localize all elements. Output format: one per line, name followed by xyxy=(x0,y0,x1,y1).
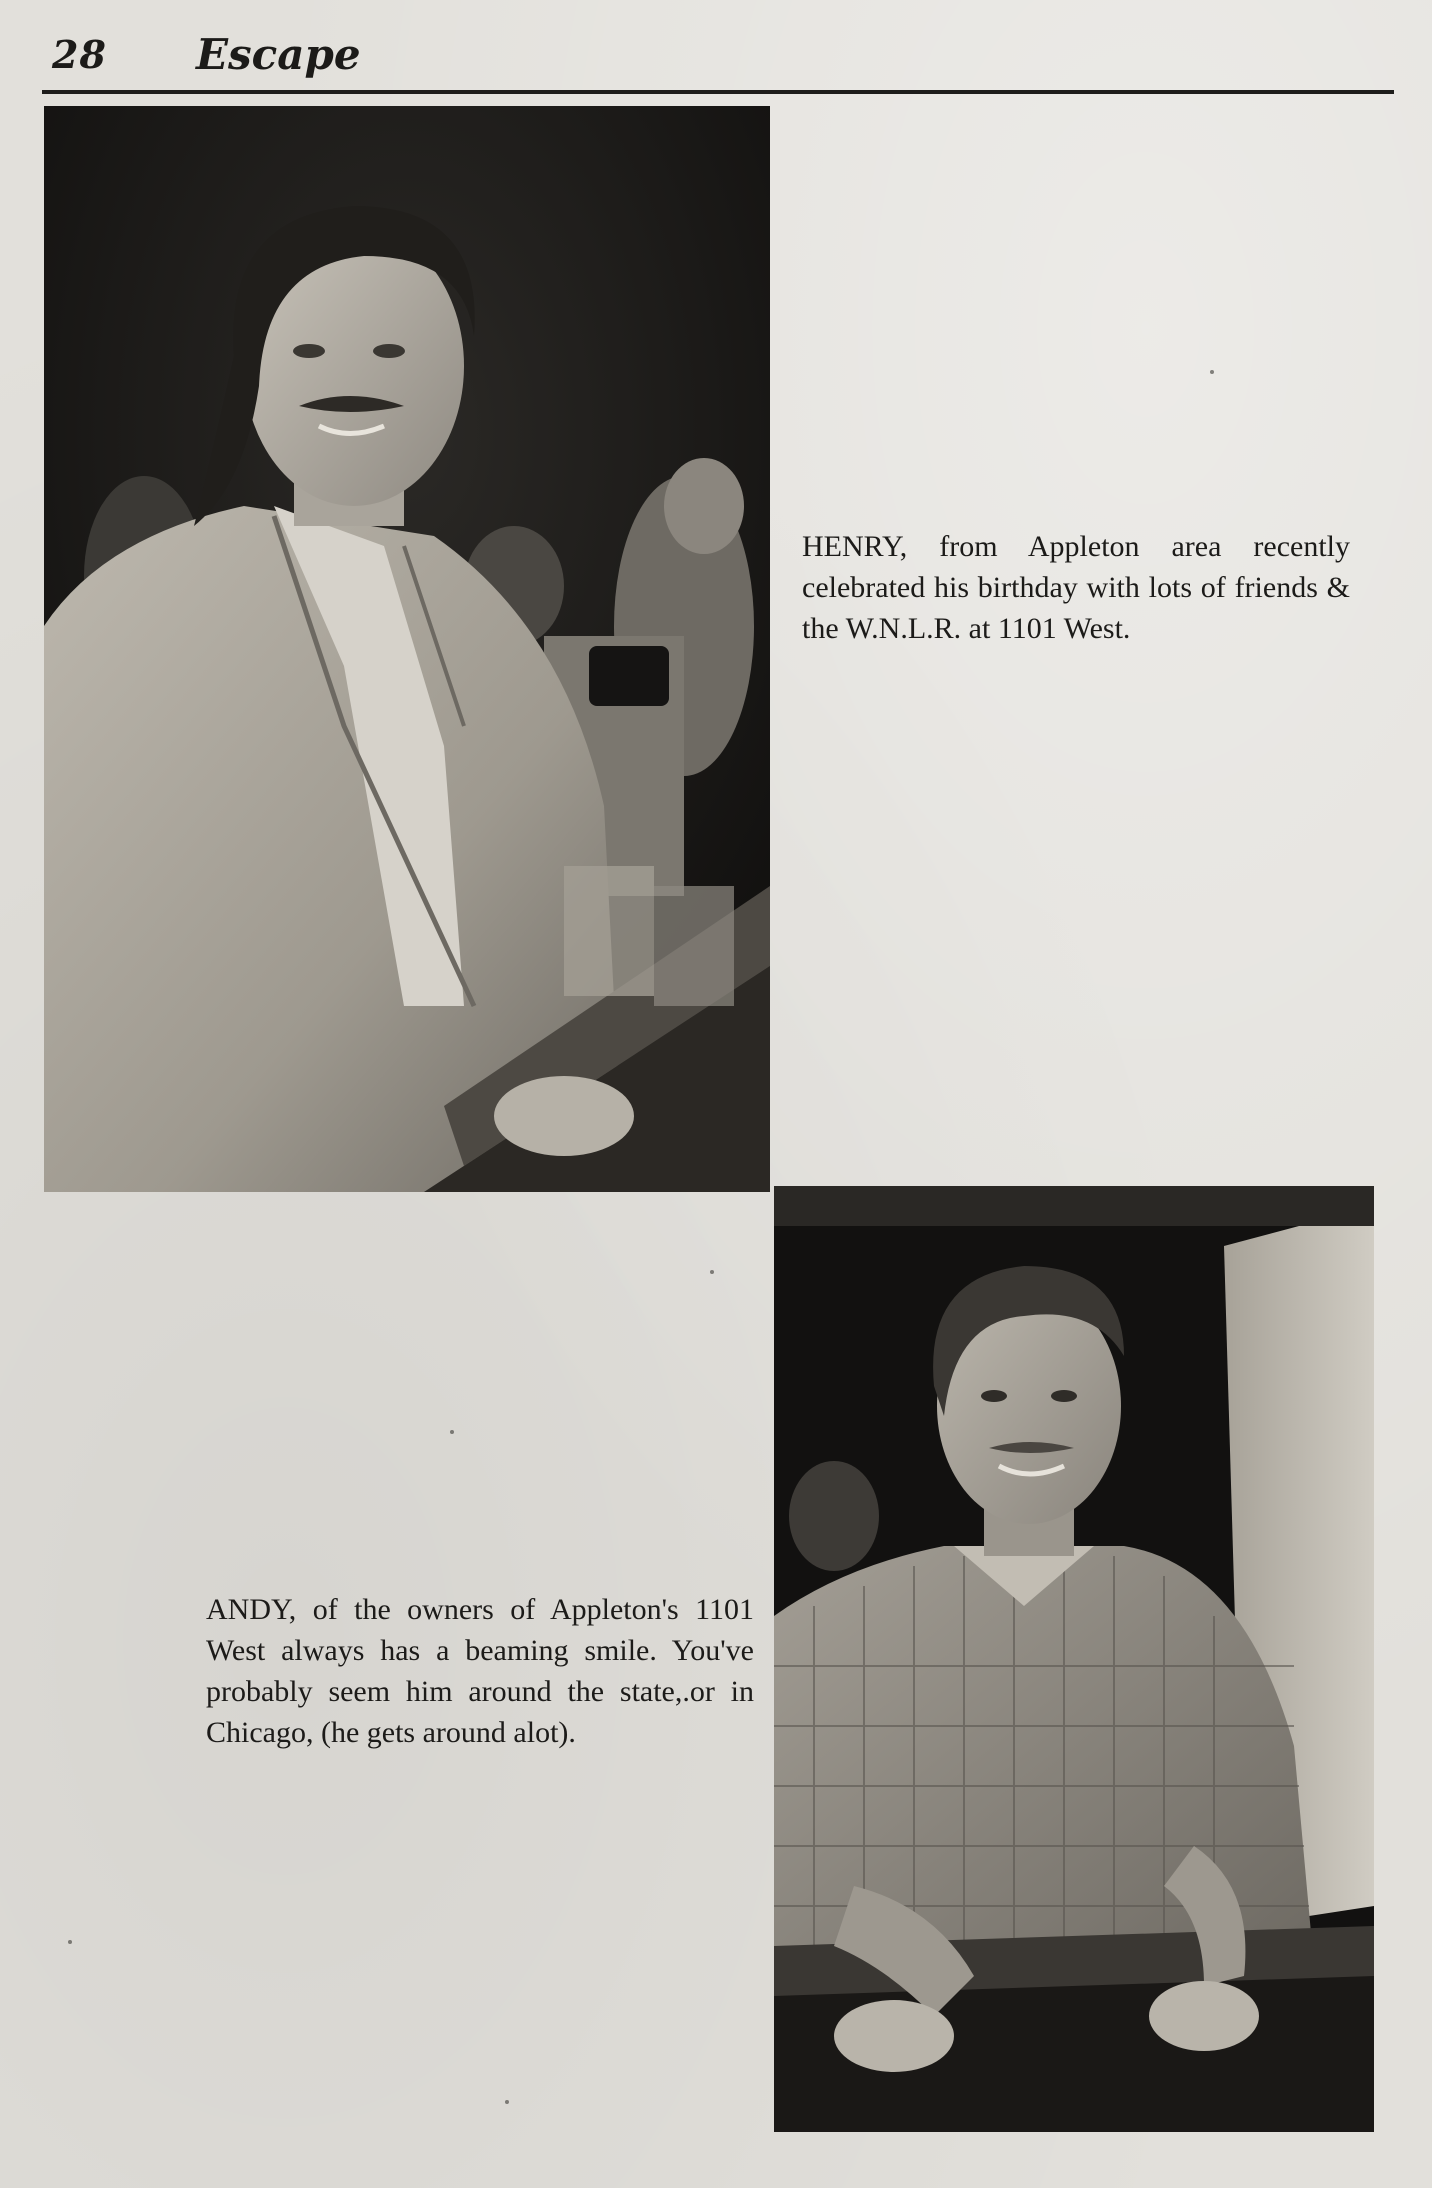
photo-henry xyxy=(44,106,770,1192)
print-speck xyxy=(68,1940,72,1944)
caption-henry: HENRY, from Appleton area recently celebrated his birthday with lots of friends & the W.N.L.R. at 1101 West. xyxy=(802,530,1350,645)
print-speck xyxy=(450,1430,454,1434)
photo-of-andy-at-bar-icon xyxy=(774,1186,1374,2132)
print-speck xyxy=(505,2100,509,2104)
photo-of-henry-at-bar-icon xyxy=(44,106,770,1192)
page-header xyxy=(52,30,1394,92)
masthead-logo: Escape xyxy=(196,30,361,79)
photo-andy xyxy=(774,1186,1374,2132)
header-rule xyxy=(42,90,1394,94)
page-number: 28 xyxy=(52,32,107,77)
caption-andy: ANDY, of the owners of Appleton's 1101 West always has a beaming smile. You've probably seem him around the state,.or in Chicago, (he gets around alot). xyxy=(206,1593,754,1749)
print-speck xyxy=(1210,370,1214,374)
print-speck xyxy=(710,1270,714,1274)
